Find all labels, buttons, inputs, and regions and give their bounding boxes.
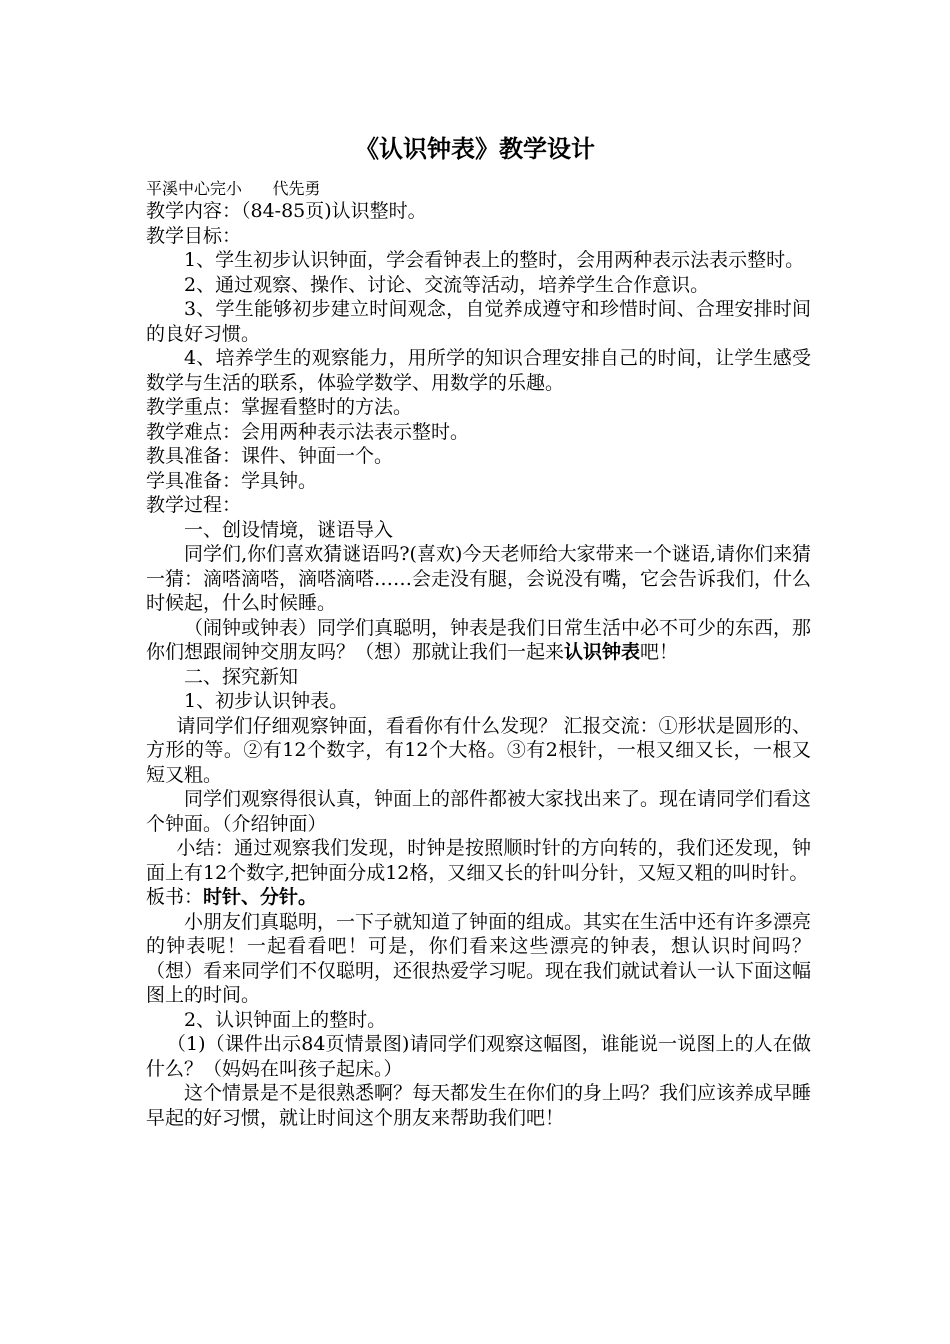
section-2-heading: 二、探究新知 <box>184 665 299 688</box>
paragraph-observe: 请同学们仔细观察钟面，看看你有什么发现？ 汇报交流：①形状是圆形的、方形的等。②有12个数字，有12个大格。③有2根针，一根又细又长，一根又短又粗。 <box>146 714 811 786</box>
goals-label: 教学目标： <box>146 224 242 247</box>
student-tools: 学具准备：学具钟。 <box>146 469 318 492</box>
section-1-heading: 一、创设情境，谜语导入 <box>184 518 394 541</box>
paragraph-scene: （1)（课件出示84页情景图)请同学们观察这幅图，谁能说一说图上的人在做什么？（妈妈在叫孩子起床。） <box>146 1033 811 1080</box>
teaching-content: 教学内容：（84-85页)认识整时。 <box>146 200 427 222</box>
board-writing <box>146 885 811 910</box>
author-line: 平溪中心完小 代先勇 <box>146 179 321 198</box>
document-title: 《认识钟表》教学设计 <box>355 134 595 163</box>
paragraph-clocks: 小朋友们真聪明，一下子就知道了钟面的组成。其实在生活中还有许多漂亮的钟表呢！一起看看吧！可是，你们看来这些漂亮的钟表，想认识时间吗？（想）看来同学们不仅聪明，还很热爱学习呢。现在我们就试着认一认下面这幅图上的时间。 <box>146 910 812 1006</box>
paragraph-answer-text: （闹钟或钟表）同学们真聪明，钟表是我们日常生活中必不可少的东西，那你们想跟闹钟交朋友吗？（想）那就让我们一起来 <box>146 616 812 663</box>
board-content: 时针、分针。 <box>203 886 318 908</box>
paragraph-riddle: 同学们,你们喜欢猜谜语吗?(喜欢)今天老师给大家带来一个谜语,请你们来猜一猜：滴嗒滴嗒，滴嗒滴嗒……会走没有腿，会说没有嘴，它会告诉我们，什么时候起，什么时候睡。 <box>146 543 812 614</box>
teacher-tools: 教具准备：课件、钟面一个。 <box>146 445 394 467</box>
goal-2: 2、通过观察、操作、讨论、交流等活动，培养学生合作意识。 <box>184 273 710 296</box>
goal-1: 1、学生初步认识钟面，学会看钟表上的整时，会用两种表示法表示整时。 <box>184 249 805 271</box>
paragraph-clock-face: 同学们观察得很认真，钟面上的部件都被大家找出来了。现在请同学们看这个钟面。（介绍钟面） <box>146 788 812 835</box>
paragraph-answer <box>146 616 811 665</box>
document-body <box>146 199 811 1130</box>
subsection-2-heading: 2、认识钟面上的整时。 <box>184 1008 387 1031</box>
paragraph-answer-end: 吧！ <box>640 641 679 663</box>
subsection-1-heading: 1、初步认识钟表。 <box>184 690 349 712</box>
teaching-key: 教学重点：掌握看整时的方法。 <box>146 396 413 418</box>
paragraph-habit: 这个情景是不是很熟悉啊？每天都发生在你们的身上吗？我们应该养成早睡早起的好习惯，就让时间这个朋友来帮助我们吧！ <box>146 1082 812 1129</box>
goal-3: 3、学生能够初步建立时间观念，自觉养成遵守和珍惜时间、合理安排时间的良好习惯。 <box>146 298 811 345</box>
goal-4: 4、培养学生的观察能力，用所学的知识合理安排自己的时间，让学生感受数学与生活的联系，体验学数学、用数学的乐趣。 <box>146 347 811 394</box>
paragraph-summary: 小结：通过观察我们发现，时钟是按照顺时针的方向转的，我们还发现，钟面上有12个数字,把钟面分成12格，又细又长的针叫分针，又短又粗的叫时针。 <box>146 837 811 884</box>
process-label: 教学过程： <box>146 494 242 516</box>
teaching-difficulty: 教学难点：会用两种表示法表示整时。 <box>146 420 470 443</box>
paragraph-answer-bold: 认识钟表 <box>564 641 641 663</box>
board-label: 板书： <box>146 886 204 908</box>
